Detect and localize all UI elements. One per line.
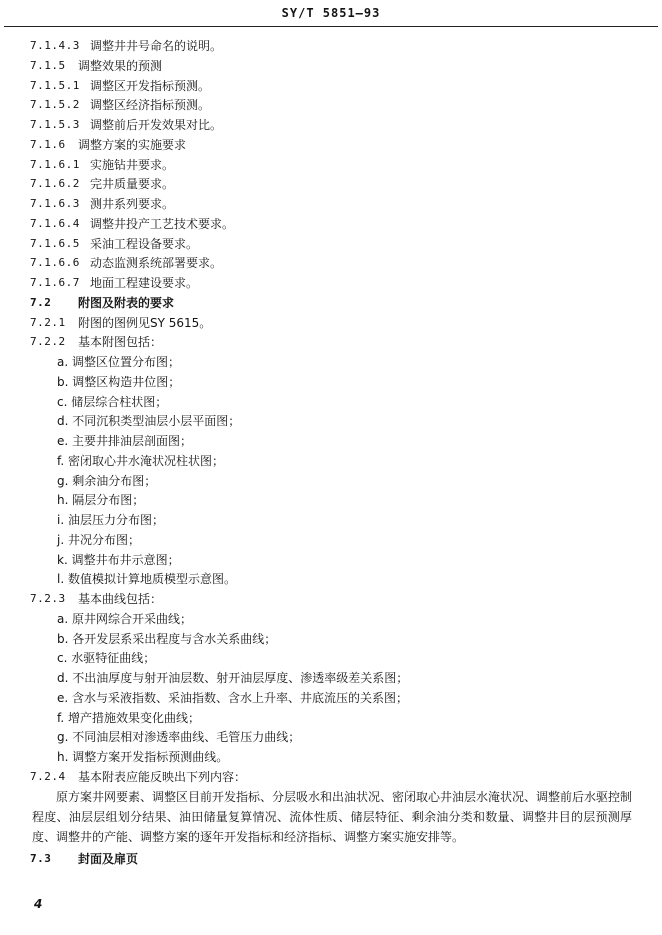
header-rule [4,26,658,27]
clause-number: 7.1.5.2 [30,98,80,112]
section-title: 封面及扉页 [78,851,139,866]
clause-text: 基本附表应能反映出下列内容： [78,769,247,784]
clause-number: 7.1.5.3 [30,118,80,131]
list-item-text: e. 主要井排油层剖面图； [57,434,193,448]
clause-text: 动态监测系统部署要求。 [90,256,223,271]
list-item-text: g. 剩余油分布图； [57,473,157,488]
list-item-text: b. 调整区构造井位图； [57,374,181,389]
clause-number: 7.1.5.1 [30,78,80,92]
clause-text: 调整井投产工艺技术要求。 [90,216,235,231]
list-item-text: i. 油层压力分布图； [57,513,164,527]
clause-number: 7.1.6.3 [30,197,80,210]
list-item-text: g. 不同油层相对渗透率曲线、毛管压力曲线； [57,730,301,745]
clause-text: 基本曲线包括： [78,592,163,606]
clause-number: 7.1.6.4 [30,216,80,230]
list-item-text: c. 水驱特征曲线； [57,651,156,666]
clause-text: 采油工程设备要求。 [90,236,199,251]
body-paragraph: 原方案井网要素、调整区目前开发指标、分层吸水和出油状况、密闭取心井油层水淹状况、调整前后水驱控制程度、油层层组划分结果、油田储量复算情况、流体性质、储层特征、剩余油分类和数量、调整井目的层预测厚度、调整井的产能、调整方案的逐年开发指标和经济指标、调整方案实施安排等。 [32,789,633,844]
clause-text: 调整方案的实施要求 [78,137,187,152]
clause-number: 7.2 [30,295,52,309]
list-item-text: j. 井况分布图； [57,532,140,547]
clause-number: 7.2.1 [30,315,66,329]
list-item-text: a. 原井网综合开采曲线； [57,611,192,626]
clause-number: 7.1.4.3 [30,39,80,52]
clause-text: 调整井井号命名的说明。 [90,39,223,53]
clause-text: 附图的图例见SY 5615。 [78,315,212,330]
list-item-text: a. 调整区位置分布图； [57,355,180,369]
clause-number: 7.1.6.7 [30,276,80,289]
clause-number: 7.2.3 [30,592,66,605]
list-item-text: d. 不出油厚度与射开油层数、射开油层厚度、渗透率级差关系图； [57,671,409,685]
list-item-text: h. 调整方案开发指标预测曲线。 [57,750,229,764]
clause-text: 实施钻井要求。 [90,157,175,172]
clause-text: 完井质量要求。 [90,177,175,192]
clause-text: 测井系列要求。 [90,197,175,211]
clause-number: 7.1.6.2 [30,177,80,191]
clause-text: 调整区经济指标预测。 [90,98,211,113]
section-number: 7.3 [30,851,52,865]
clause-text: 调整效果的预测 [78,58,163,73]
list-item-text: b. 各开发层系采出程度与含水关系曲线； [57,631,277,646]
list-item-text: d. 不同沉积类型油层小层平面图； [57,414,241,429]
list-item-text: f. 密闭取心井水淹状况柱状图； [57,453,224,468]
clause-number: 7.1.6.5 [30,236,80,250]
list-item-text: k. 调整井布井示意图； [57,552,180,567]
clause-number: 7.1.6 [30,137,66,151]
clause-text: 调整区开发指标预测。 [90,78,211,93]
clause-text: 调整前后开发效果对比。 [90,118,223,132]
list-item-text: l. 数值模拟计算地质模型示意图。 [57,572,236,587]
page-header: SY/T 5851—93 [281,6,381,20]
clause-text: 基本附图包括： [78,335,163,350]
clause-number: 7.2.2 [30,335,66,349]
clause-number: 7.1.6.6 [30,256,80,270]
clause-number: 7.2.4 [30,769,66,783]
clause-text: 地面工程建设要求。 [90,276,199,290]
list-item-text: h. 隔层分布图； [57,493,145,508]
list-item-text: e. 含水与采液指数、采油指数、含水上升率、井底流压的关系图； [57,690,409,705]
list-item-text: c. 储层综合柱状图； [57,394,168,409]
clause-text: 附图及附表的要求 [78,295,175,310]
clause-number: 7.1.5 [30,58,66,72]
list-item-text: f. 增产措施效果变化曲线； [57,710,200,725]
page-number: 4 [34,897,43,911]
clause-number: 7.1.6.1 [30,157,80,171]
